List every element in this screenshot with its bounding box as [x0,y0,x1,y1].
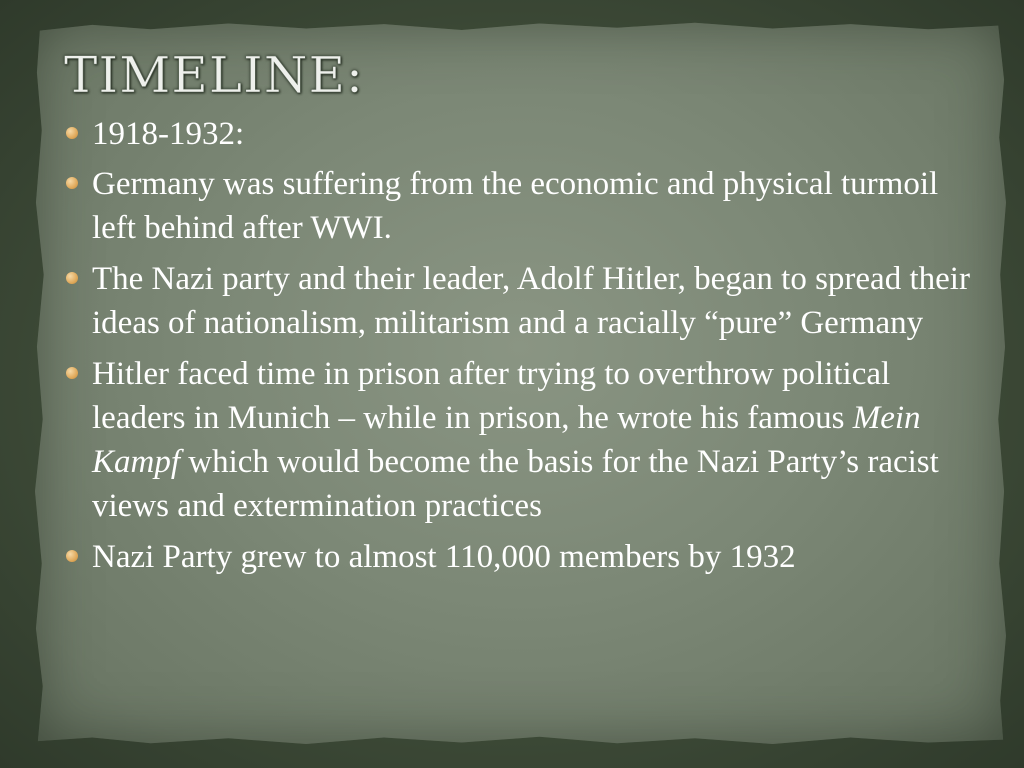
bullet-text: The Nazi party and their leader, Adolf Hitler, began to spread their ideas of nationalism, militarism and a racially “pure” Germany [92,261,970,341]
circle-bullet-icon [66,367,78,379]
book-title: Mein Kampf [92,400,921,480]
bullet-item [92,352,972,528]
bullet-item [92,257,972,345]
circle-bullet-icon [66,550,78,562]
bullet-text-before: Hitler faced time in prison after trying to overthrow political leaders in Munich – while in prison, he wrote his famous [92,356,891,436]
bullet-list [92,112,972,586]
bullet-text: Nazi Party grew to almost 110,000 members by 1932 [92,539,796,575]
bullet-text: 1918-1932: [92,116,245,152]
bullet-text-after: which would become the basis for the Nazi Party’s racist views and extermination practices [92,444,939,524]
bullet-item [92,535,972,579]
bullet-item [92,162,972,250]
bullet-text: Germany was suffering from the economic and physical turmoil left behind after WWI. [92,166,939,246]
slide-title: TIMELINE: [64,46,364,104]
circle-bullet-icon [66,272,78,284]
bullet-item [92,112,972,156]
circle-bullet-icon [66,127,78,139]
circle-bullet-icon [66,177,78,189]
